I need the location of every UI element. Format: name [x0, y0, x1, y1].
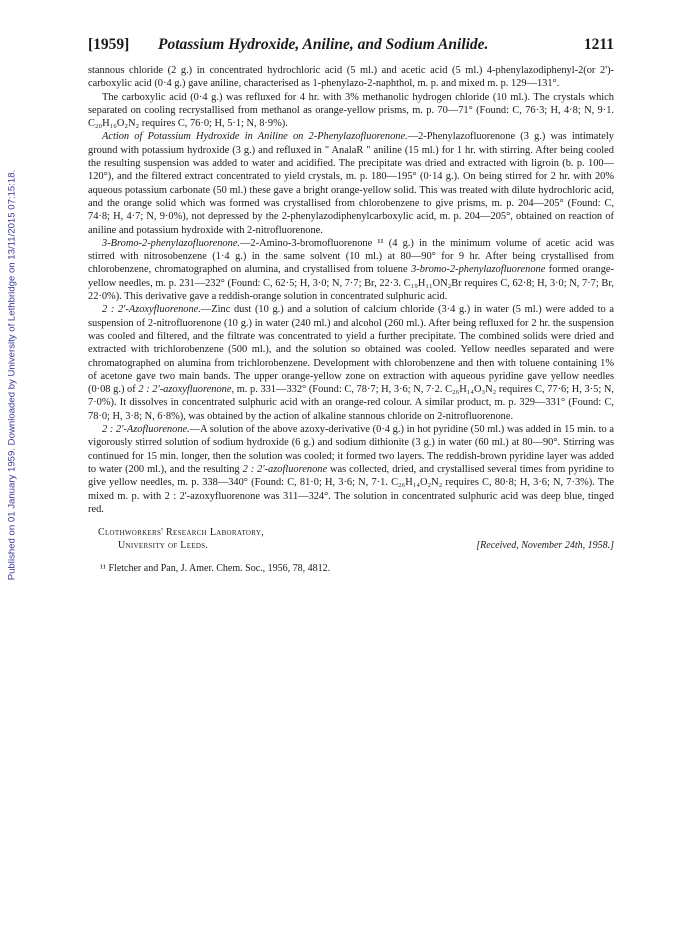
article-body [88, 64, 614, 516]
section-heading-bromo: 3-Bromo-2-phenylazofluorenone. [102, 237, 241, 249]
section-heading-azo: 2 : 2'-Azofluorenone. [102, 424, 190, 436]
paragraph-5 [88, 303, 614, 423]
affiliation-line-1: Clothworkers' Research Laboratory, [98, 527, 264, 539]
running-header [88, 36, 614, 58]
affiliation-line-2: University of Leeds. [118, 540, 209, 552]
publication-watermark [4, 130, 20, 620]
page-number: 1211 [583, 36, 614, 53]
header-title: Potassium Hydroxide, Aniline, and Sodium Anilide. [158, 36, 489, 53]
header-year: [1959] [88, 36, 130, 53]
paragraph-6 [88, 423, 614, 516]
section-heading-azoxy: 2 : 2'-Azoxyfluorenone. [102, 304, 201, 316]
section-heading-koh-aniline: Action of Potassium Hydroxide in Aniline on 2-Phenylazofluorenone. [102, 131, 408, 143]
paragraph-4 [88, 237, 614, 303]
paper-page [88, 36, 614, 575]
received-date: [Received, November 24th, 1958.] [476, 540, 614, 552]
compound-name: 3-bromo-2-phenylazofluorenone [411, 264, 546, 276]
paragraph-4-text-b: formed orange-yellow needles, m. p. 231—232° (Found: C, 62·5; H, 3·0; N, 7·7; Br, 22·3. C₁₉H₁₁ON₂Br requires C, 62·8; H, 3·0; N, 7·7; Br, 22·0%). This derivative gave a reddish-orange solution in concentrated sulphuric acid. [88, 264, 614, 303]
publication-note: Published on 01 January 1959. Downloaded by University of Lethbridge on 13/11/2015 07:15:18. [6, 169, 18, 581]
paragraph-3 [88, 130, 614, 236]
paragraph-6-text-b: was collected, dried, and crystallised several times from pyridine to give yellow needles, m. p. 338—340° (Found: C, 81·0; H, 3·6; N, 7·1. C₂₆H₁₄O₂N₂ requires C, 80·8; H, 3·6; N, 7·3%). The mixed m. p. with 2 : 2'-azoxyfluorenone was 311—324°. The solution in concentrated sulphuric acid was deep blue, tinged red. [88, 463, 615, 515]
paragraph-1: stannous chloride (2 g.) in concentrated hydrochloric acid (5 ml.) and acetic acid (5 ml.) 4-phenylazodiphenyl-2(or 2')-carboxylic acid (0·4 g.) gave aniline, characterised as 1-phenylazo-2-naphthol, m. p. and mixed m. p. 129—131°. [88, 65, 614, 90]
paragraph-5-text-a: —Zinc dust (10 g.) and a solution of calcium chloride (3·4 g.) in water (5 ml.) were added to a suspension of 2-nitrofluorenone (10 g.) in water (240 ml.) and alcohol (260 ml.). After being refluxed for 2 hr. the suspension was cooled and filtered, and the filtrate was concentrated to yield a further precipitate. The combined solids were dried and extracted with trichlorobenzene (500 ml.), and the solution so obtained was cooled. Yellow needles separated and were chromatographed on alumina from trichlorobenzene. Development with chlorobenzene and then with toluene containing 1% of acetone gave two main bands. The upper orange-yellow zone on extraction with aqueous pyridine gave yellow needles (0·08 g.) of [88, 304, 614, 396]
footnote: ¹¹ Fletcher and Pan, J. Amer. Chem. Soc., 1956, 78, 4812. [100, 563, 331, 575]
paragraph-2: The carboxylic acid (0·4 g.) was refluxed for 4 hr. with 3% methanolic hydrogen chloride (10 ml.). The crystals which separated on cooling recrystallised from methanol as orange-yellow prisms, m. p. 70—71° (Found: C, 76·3; H, 4·8; N, 9·1. C₂₀H₁₆O₂N₂ requires C, 76·0; H, 5·1; N, 8·9%). [88, 91, 614, 130]
paragraph-4-text-a: —2-Amino-3-bromofluorenone ¹¹ (4 g.) in the minimum volume of acetic acid was stirred with nitrosobenzene (1·4 g.) in the same solvent (10 ml.) at 80—90° for 9 hr. After being crystallised from chlorobenzene, chromatographed on alumina, and crystallised from toluene [88, 237, 614, 276]
compound-name: 2 : 2'-azofluorenone [242, 463, 328, 475]
affiliation-block [88, 526, 614, 554]
compound-name: 2 : 2'-azoxyfluorenone [138, 384, 232, 396]
paragraph-5-text-b: , m. p. 331—332° (Found: C, 78·7; H, 3·6; N, 7·2. C₂₆H₁₄O₃N₂ requires C, 77·6; H, 3·5; N, 7·0%). It dissolves in concentrated sulphuric acid with an orange-red colour. A similar product, m. p. 329—331° (Found: C, 78·0; H, 3·8; N, 6·8%), was obtained by the action of alkaline stannous chloride on 2-nitrofluorenone. [88, 384, 614, 422]
paragraph-3-text: —2-Phenylazofluorenone (3 g.) was intimately ground with potassium hydroxide (3 g.) and refluxed in " AnalaR " aniline (15 ml.) for 1 hr. with stirring. After being cooled the resulting suspension was added to water and acidified. The precipitate was dried and extracted with ligroin (b. p. 100—120°), and the filtered extract concentrated to yield crystals, m. p. 180—195° (0·14 g.). On being stirred for 2 hr. with 20% aqueous potassium carbonate (50 ml.) these gave a bright orange-yellow solid. This was treated with dilute hydrochloric acid, and the orange solid which was formed was crystallised from chlorobenzene to give prisms, m. p. 204—205° (Found: C, 74·8; H, 4·7; N, 9·0%), not depressed by the 2-phenylazodiphenylcarboxylic acid, m. p. 204—205°, obtained on reaction of aniline and potassium hydroxide with 2-nitrofluorenone. [88, 131, 614, 236]
paragraph-6-text-a: —A solution of the above azoxy-derivative (0·4 g.) in hot pyridine (50 ml.) was added in 15 min. to a vigorously stirred solution of sodium hydroxide (6 g.) and sodium dithionite (3 g.) in water (60 ml.) at 80—90°. Stirring was continued for 15 min. longer, then the solution was cooled; it formed two layers. The reddish-brown pyridine layer was added to water (200 ml.), and the resulting [88, 424, 614, 475]
